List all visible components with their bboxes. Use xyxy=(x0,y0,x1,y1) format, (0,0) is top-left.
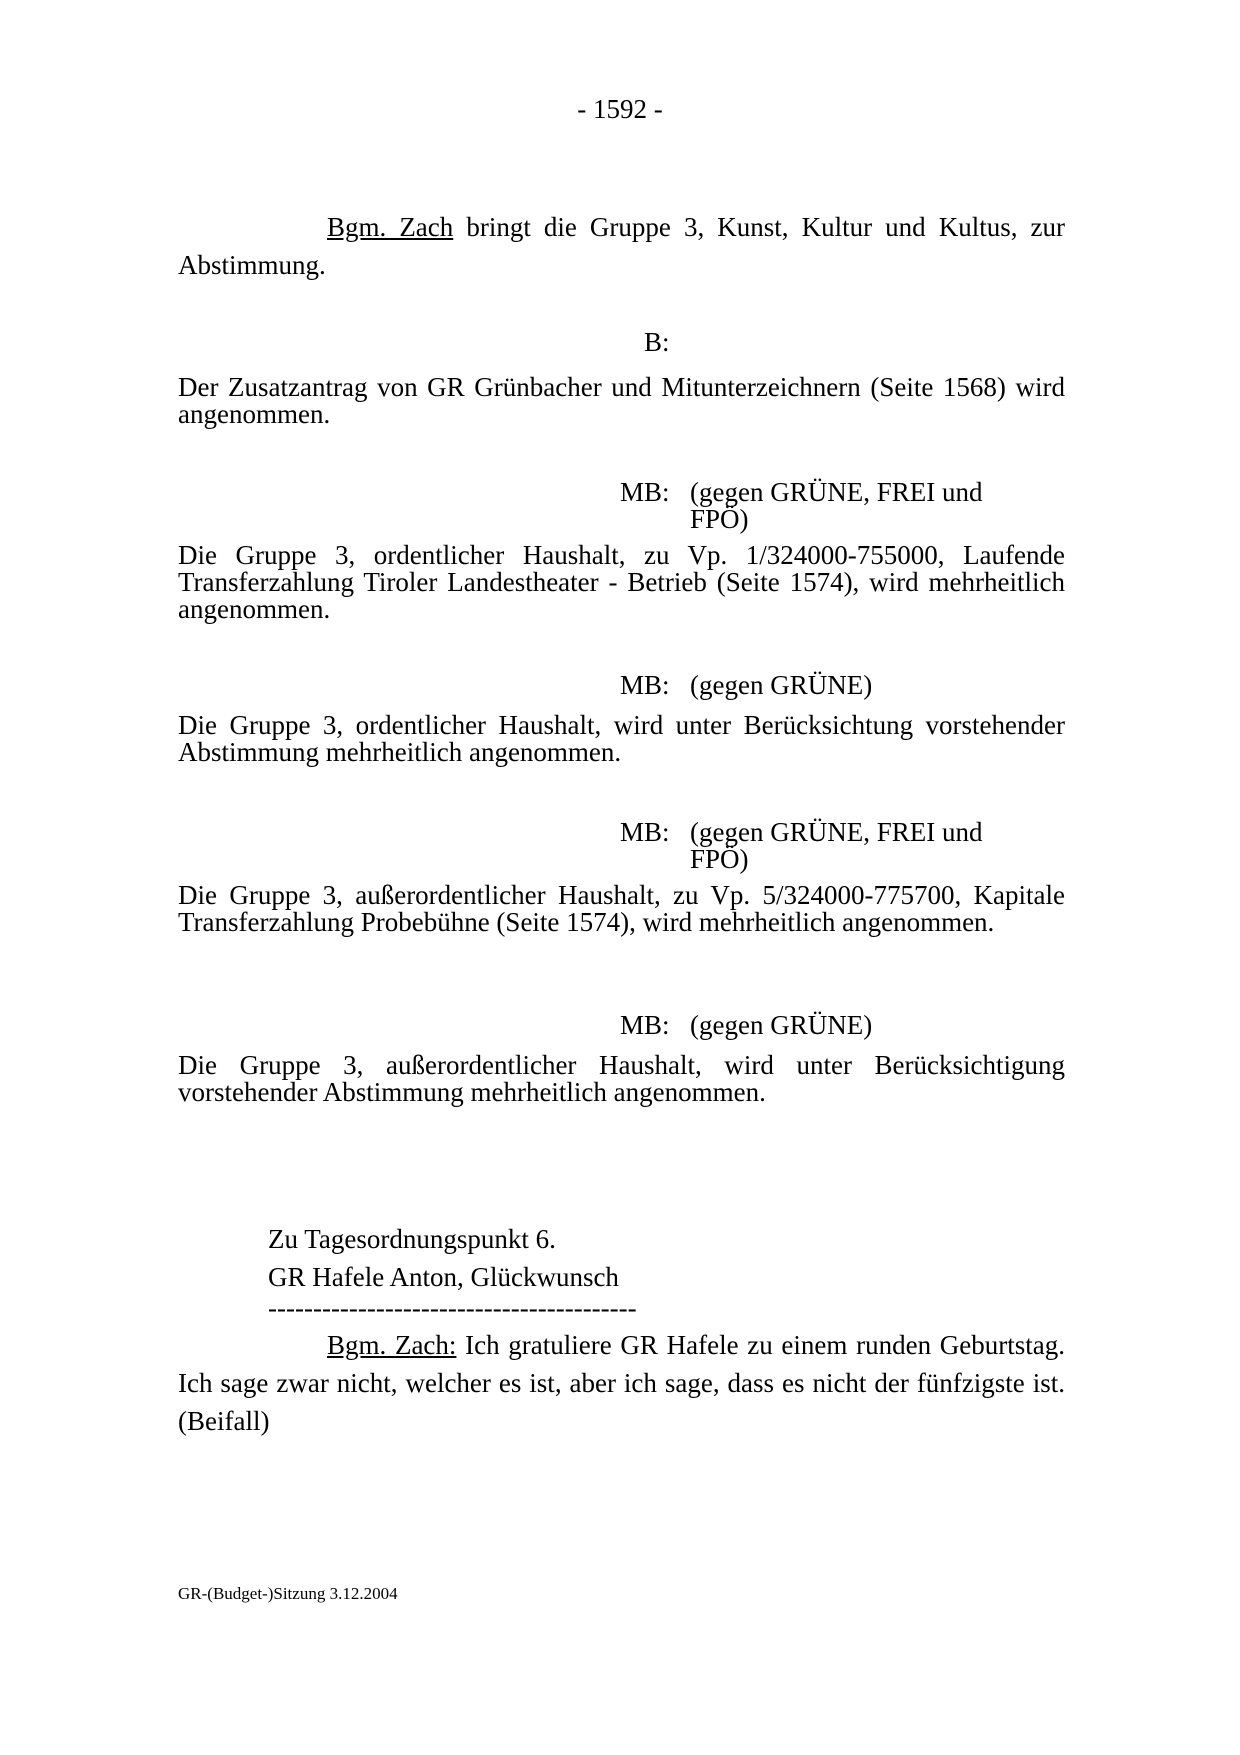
agenda-item-title: GR Hafele Anton, Glückwunsch xyxy=(268,1262,619,1292)
resolution-paragraph-4: Die Gruppe 3, außerordentlicher Haushalt, zu Vp. 5/324000-775700, Kapitale Transferzahlung Probebühne (Seite 1574), wird mehrheitlich angenommen. xyxy=(178,880,1065,937)
speaker-name: Bgm. Zach: xyxy=(327,1330,457,1360)
closing-text: Ich gratuliere GR Hafele zu einem runden Geburtstag. Ich sage zwar nicht, welcher es ist, aber ich sage, dass es nicht der fünfzigste ist. (Beifall) xyxy=(178,1330,1065,1436)
mb-against: (gegen GRÜNE) xyxy=(690,670,873,700)
separator-line: ----------------------------------------- xyxy=(268,1300,637,1316)
resolution-paragraph-5: Die Gruppe 3, außerordentlicher Haushalt, wird unter Berücksichtigung vorstehender Abstimmung mehrheitlich angenommen. xyxy=(178,1050,1065,1107)
majority-vote-note-2 xyxy=(620,672,1020,699)
mb-against: (gegen GRÜNE, FREI und FPÖ) xyxy=(690,477,983,534)
resolution-paragraph-1: Der Zusatzantrag von GR Grünbacher und Mitunterzeichnern (Seite 1568) wird angenommen. xyxy=(178,372,1065,429)
resolution-paragraph-2: Die Gruppe 3, ordentlicher Haushalt, zu Vp. 1/324000-755000, Laufende Transferzahlung Tiroler Landestheater - Betrieb (Seite 1574), wird mehrheitlich angenommen. xyxy=(178,540,1065,624)
mb-tag: MB: xyxy=(620,477,670,507)
intro-text: bringt die Gruppe 3, Kunst, Kultur und Kultus, zur Abstimmung. xyxy=(178,212,1065,280)
decision-label: B: xyxy=(644,327,670,357)
majority-vote-note-1 xyxy=(620,479,1020,533)
mb-against: (gegen GRÜNE) xyxy=(690,1010,873,1040)
majority-vote-note-3 xyxy=(620,819,1020,873)
resolution-paragraph-3: Die Gruppe 3, ordentlicher Haushalt, wird unter Berücksichtung vorstehender Abstimmung mehrheitlich angenommen. xyxy=(178,710,1065,767)
speaker-name: Bgm. Zach xyxy=(327,212,454,242)
mb-against: (gegen GRÜNE, FREI und FPÖ) xyxy=(690,817,983,874)
closing-paragraph xyxy=(178,1326,1065,1440)
page-number: - 1592 - xyxy=(577,94,663,124)
footer-session-date: GR-(Budget-)Sitzung 3.12.2004 xyxy=(178,1584,398,1603)
agenda-item-heading: Zu Tagesordnungspunkt 6. xyxy=(268,1224,556,1254)
mb-tag: MB: xyxy=(620,670,670,700)
majority-vote-note-4 xyxy=(620,1012,1020,1039)
intro-paragraph xyxy=(178,208,1065,284)
mb-tag: MB: xyxy=(620,1010,670,1040)
mb-tag: MB: xyxy=(620,817,670,847)
